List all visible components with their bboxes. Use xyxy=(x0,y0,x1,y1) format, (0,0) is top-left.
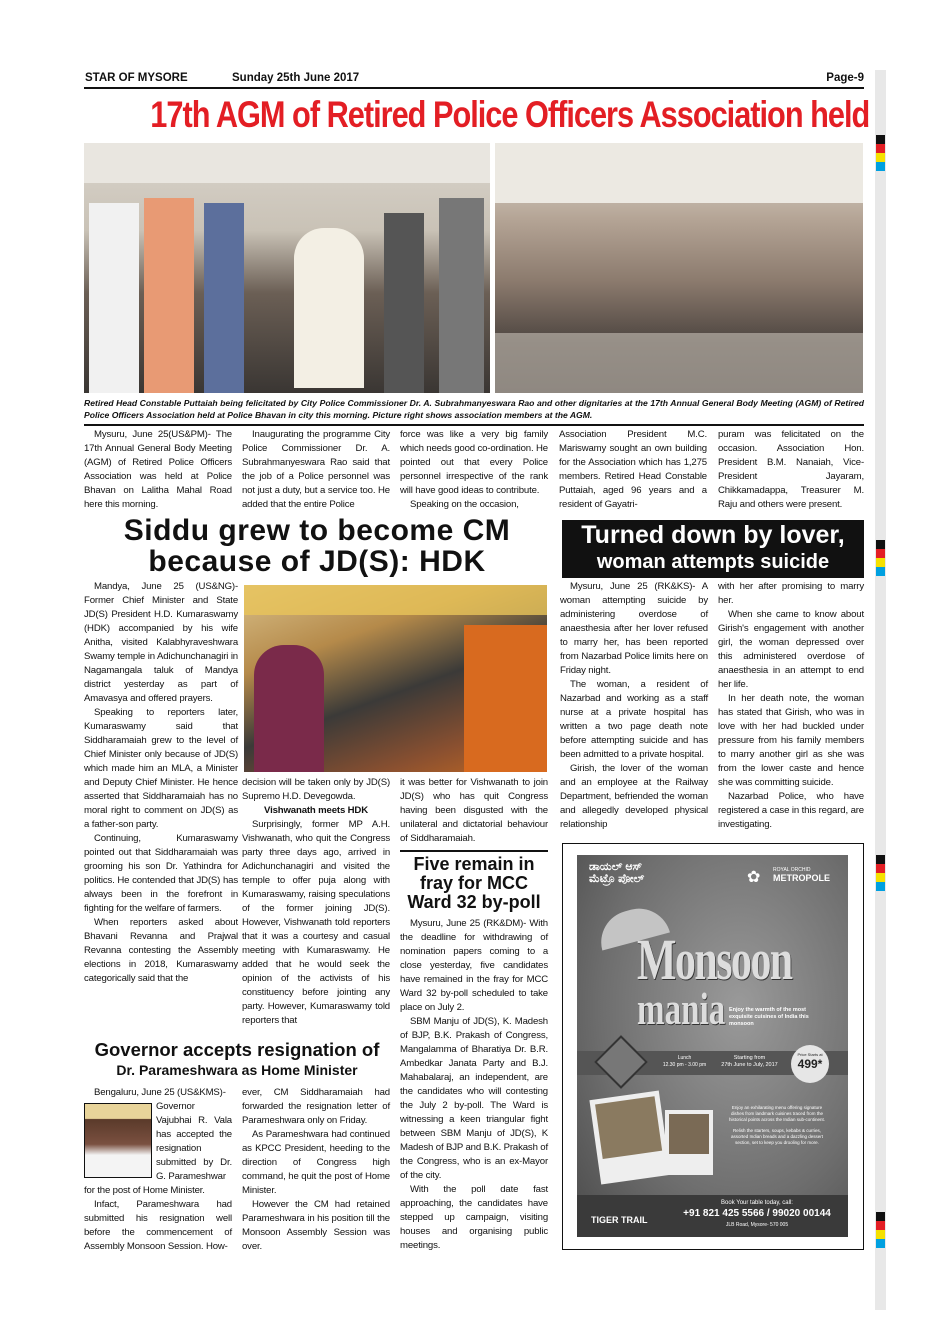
section-rule xyxy=(400,850,548,852)
governor-headline xyxy=(84,1039,390,1079)
paragraph: In her death note, the woman has stated that Girish, who was in love with her had buckled under pressure from his family members to marry another girl as she was from the lower caste and hence she was committing suicide. xyxy=(718,693,864,788)
brand-name: METROPOLE xyxy=(773,873,831,883)
lead-column-3 xyxy=(400,428,548,512)
paragraph: Inaugurating the programme City Police Commissioner Dr. A. Subrahmanyeswara Rao said that the job of a Police personnel was not just a duty, but a service too. He added that the entire Police xyxy=(242,429,390,510)
orchid-logo-icon: ✿ xyxy=(747,869,761,886)
paragraph: With the poll date fast approaching, the candidates have stepped up campaign, visiting houses and organising public meetings. xyxy=(400,1184,548,1251)
lead-column-2 xyxy=(242,428,390,512)
paragraph: Governor Vajubhai R. Vala has accepted the resignation submitted by Dr. G. Parameshwar xyxy=(156,1101,232,1182)
paragraph: When she came to know about Girish's engagement with another girl, the woman depressed over this administered overdose of anaesthesia in an attempt to end her life. xyxy=(718,609,864,690)
dateline: Bengaluru, June 25 (US&KMS)- xyxy=(94,1087,226,1098)
paper-name: STAR OF MYSORE xyxy=(85,72,188,84)
hdk-column-1 xyxy=(84,580,238,986)
lunch-time: 12.30 pm - 3.00 pm xyxy=(662,1062,707,1068)
lead-headline: 17th AGM of Retired Police Officers Association held xyxy=(150,94,870,135)
headline-line: woman attempts suicide xyxy=(596,551,830,573)
paragraph: Mandya, June 25 (US&NG)- Former Chief Minister and State JD(S) President H.D. Kumaraswamy (HDK) accompanied by his wife Anitha, visited Kalabhyraveshwara Swamy temple in Adichunchanagiri in Nagamangala taluk of Mandya district yesterday as part of Amavasya and offered prayers. xyxy=(84,581,238,704)
paragraph: it was better for Vishwanath to join JD(S) who has quit Congress having been disgusted with the unilateral and dictatorial behaviour of Siddharamaiah. xyxy=(400,777,548,844)
photo-caption: Retired Head Constable Puttaiah being felicitated by City Police Commissioner Dr. A. Subrahmanyeswara Rao and other dignitaries at the 17th Annual General Body Meeting (AGM) of Retired Police Officers Association held at Police Bhavan in city this morning. Picture right shows association members at the AGM. xyxy=(84,398,864,420)
paragraph: Mysuru, June 25(US&PM)- The 17th Annual General Body Meeting (AGM) of Retired Police Officers Association was held at Police Bhavan on Lalitha Mahal Road here this morning. xyxy=(84,429,232,510)
tiger-trail-logo: TIGER TRAIL xyxy=(591,1215,648,1225)
ad-book-text: Book Your table today, call: xyxy=(721,1200,793,1206)
ad-title-2: mania xyxy=(637,983,726,1034)
paragraph: decision will be taken only by JD(S) Supremo H.D. Devegowda. xyxy=(242,777,390,802)
governor-column-2 xyxy=(242,1086,390,1254)
dates: 27th June to July, 2017 xyxy=(721,1062,778,1068)
ad-description xyxy=(727,1105,827,1146)
kannada-logo: ಡಾಯಲ್ ಆಸ್ ಮೆಟ್ರೊ ಪೋಲ್ xyxy=(589,861,645,885)
price-badge xyxy=(791,1045,829,1083)
headline-line: Dr. Parameshwara as Home Minister xyxy=(116,1062,358,1078)
paragraph: When reporters asked about Bhavani Revanna and Prajwal Revanna contesting the Assembly elections in 2018, Kumaraswamy categorically said that the xyxy=(84,917,238,984)
paragraph: for the post of Home Minister. xyxy=(84,1185,205,1196)
registration-mark xyxy=(876,855,885,891)
lunch-label: Lunch xyxy=(677,1055,692,1061)
mcc-headline xyxy=(398,855,550,912)
members-audience-photo xyxy=(495,143,863,393)
paragraph: force was like a very big family which needs good co-ordination. He pointed out that every Police personnel irrespective of the rank will have good ideas to contribute. xyxy=(400,429,548,496)
food-photo xyxy=(665,1110,713,1175)
page-number: Page-9 xyxy=(826,72,864,84)
paragraph: SBM Manju of JD(S), K. Madesh of BJP, B.K. Prakash of Congress, Mangalamma of Bharatiya Dr. B.R. Ambedkar Janata Party and B.J. Mahabalaraj, an independent, are the candidates who will contesting the July 2 by-poll. The Ward is witnessing a keen triangular fight between SBM Manju of JD(S), K Madesh of BJP and B.K. Prakash of the Congress, who is an ex-Mayor of the city. xyxy=(400,1016,548,1181)
lead-column-1 xyxy=(84,428,232,512)
monsoon-mania-ad[interactable] xyxy=(577,855,848,1237)
paragraph: Surprisingly, former MP A.H. Vishwanath, who quit the Congress party three days ago, arrived in Adichunchanagiri and visited the temple to offer puja along with Kumaraswamy, raising speculations of the former joining JD(S). However, Vishwanath told reporters that it was a courtesy and casual meeting with Kumaraswamy. He added that he would seek the opinion of the activists of his constituency before jointing any party. However, Kumaraswamy told reporters that xyxy=(242,819,390,1026)
headline-line: Governor accepts resignation of xyxy=(94,1039,380,1060)
headline-line: Siddu grew to become CM xyxy=(123,514,511,547)
suicide-headline xyxy=(562,520,864,578)
paragraph: puram was felicitated on the occasion. Association Hon. President B.M. Nanaiah, Vice-President Jayaram, Chikkamadappa, Treasurer M. Raju and others were present. xyxy=(718,429,864,510)
headline-line: Turned down by lover, xyxy=(581,521,845,549)
registration-mark xyxy=(876,540,885,576)
ad-title: Monsoon xyxy=(637,927,792,992)
caption-rule xyxy=(84,424,864,426)
price-label: Price Starts at xyxy=(797,1052,823,1057)
headline-line: Five remain in xyxy=(413,854,535,874)
hdk-headline xyxy=(84,515,550,577)
star-badge-icon xyxy=(594,1035,648,1089)
parameshwara-photo xyxy=(84,1103,152,1178)
paragraph: Girish, the lover of the woman and an employee at the Railway Department, befriended the woman and allegedly developed physical relationship xyxy=(560,763,708,830)
starting-label: Starting from xyxy=(733,1055,766,1061)
paragraph: Infact, Parameshwara had submitted his resignation well before the commencement of Assembly Monsoon Session. How- xyxy=(84,1199,232,1252)
issue-date: Sunday 25th June 2017 xyxy=(232,72,360,84)
subhead: Vishwanath meets HDK xyxy=(264,805,368,816)
ad-desc-1: Enjoy an exhilarating menu offering signature dishes from landmark cuisines traced from the historical points across the Indian sub-continent. xyxy=(728,1105,826,1122)
mcc-column xyxy=(400,917,548,1253)
paragraph: Speaking on the occasion, xyxy=(410,499,519,510)
page-margin-strip xyxy=(875,70,886,1310)
registration-mark xyxy=(876,135,885,171)
lead-column-5 xyxy=(718,428,864,512)
price: 499* xyxy=(797,1057,823,1071)
lunch-info xyxy=(657,1055,712,1069)
governor-column-1 xyxy=(84,1086,232,1254)
suicide-column-2 xyxy=(718,580,864,832)
ad-address: JLB Road, Mysore- 570 005 xyxy=(725,1222,789,1228)
felicitation-photo xyxy=(84,143,490,393)
paragraph: Nazarbad Police, who have registered a case in this regard, are investigating. xyxy=(718,791,864,830)
headline-line: Ward 32 by-poll xyxy=(407,892,541,912)
suicide-column-1 xyxy=(560,580,708,832)
paragraph: Mysuru, June 25 (RK&DM)- With the deadline for withdrawing of nomination papers coming to a close yesterday, five candidates have remained in the fray for MCC Ward 32 by-poll scheduled to take place on July 2. xyxy=(400,918,548,1013)
paragraph: with her after promising to marry her. xyxy=(718,581,864,606)
temple-visit-photo xyxy=(244,585,547,772)
dates-info xyxy=(712,1055,787,1069)
paragraph: As Parameshwara had continued as KPCC President, heeding to the direction of Congress high command, he quit the post of Home Minister. xyxy=(242,1129,390,1196)
headline-line: fray for MCC xyxy=(419,873,528,893)
paragraph: Continuing, Kumaraswamy pointed out that Siddharamaiah was grooming his son Dr. Yathindra for politics. He contended that JD(S) has always been in the forefront in fighting for the welfare of farmers. xyxy=(84,833,238,914)
paragraph: Speaking to reporters later, Kumaraswamy said that Siddharamaiah grew to the level of Chief Minister only because of JD(S) which made him an MLA, a Minister and Deputy Chief Minister. He hence asserted that Siddharamaiah has no moral right to comment on JD(S) as a father-son party. xyxy=(84,707,238,830)
hdk-column-2 xyxy=(242,776,390,1028)
paragraph: Mysuru, June 25 (RK&KS)- A woman attempting suicide by administering overdose of anaesthesia after her lover refused to marry her, has been reported from Nazarbad Police limits here on Friday night. xyxy=(560,581,708,676)
headline-line: because of JD(S): HDK xyxy=(148,545,486,578)
ad-phone[interactable]: +91 821 425 5566 / 99020 00144 xyxy=(683,1208,831,1219)
ad-tagline: Enjoy the warmth of the most exquisite cuisines of India this monsoon xyxy=(729,1007,809,1027)
brand-small: ROYAL ORCHID xyxy=(773,867,811,873)
registration-mark xyxy=(876,1212,885,1248)
paragraph: Association President M.C. Mariswamy sought an own building for the Association which has 1,275 members. Retired Head Constable Puttaiah, aged 96 years and a resident of Gayatri- xyxy=(559,429,707,510)
lead-column-4 xyxy=(559,428,707,512)
paragraph: However the CM had retained Parameshwara in his position till the Monsoon Assembly Session was over. xyxy=(242,1199,390,1252)
header-rule xyxy=(84,87,864,89)
ad-desc-2: Relish the starters, soups, kebabs & curries, assorted Indian breads and a dazzling dessert section, set to keep you drooling for more. xyxy=(730,1128,824,1145)
paragraph: The woman, a resident of Nazarbad and working as a staff nurse at a private hospital has written a two page death note before attempting suicide and has been admitted to a private hospital. xyxy=(560,679,708,760)
hdk-column-3 xyxy=(400,776,548,846)
paragraph: ever, CM Siddharamaiah had forwarded the resignation letter of Parameshwara only on Friday. xyxy=(242,1087,390,1126)
food-photo xyxy=(589,1091,670,1185)
